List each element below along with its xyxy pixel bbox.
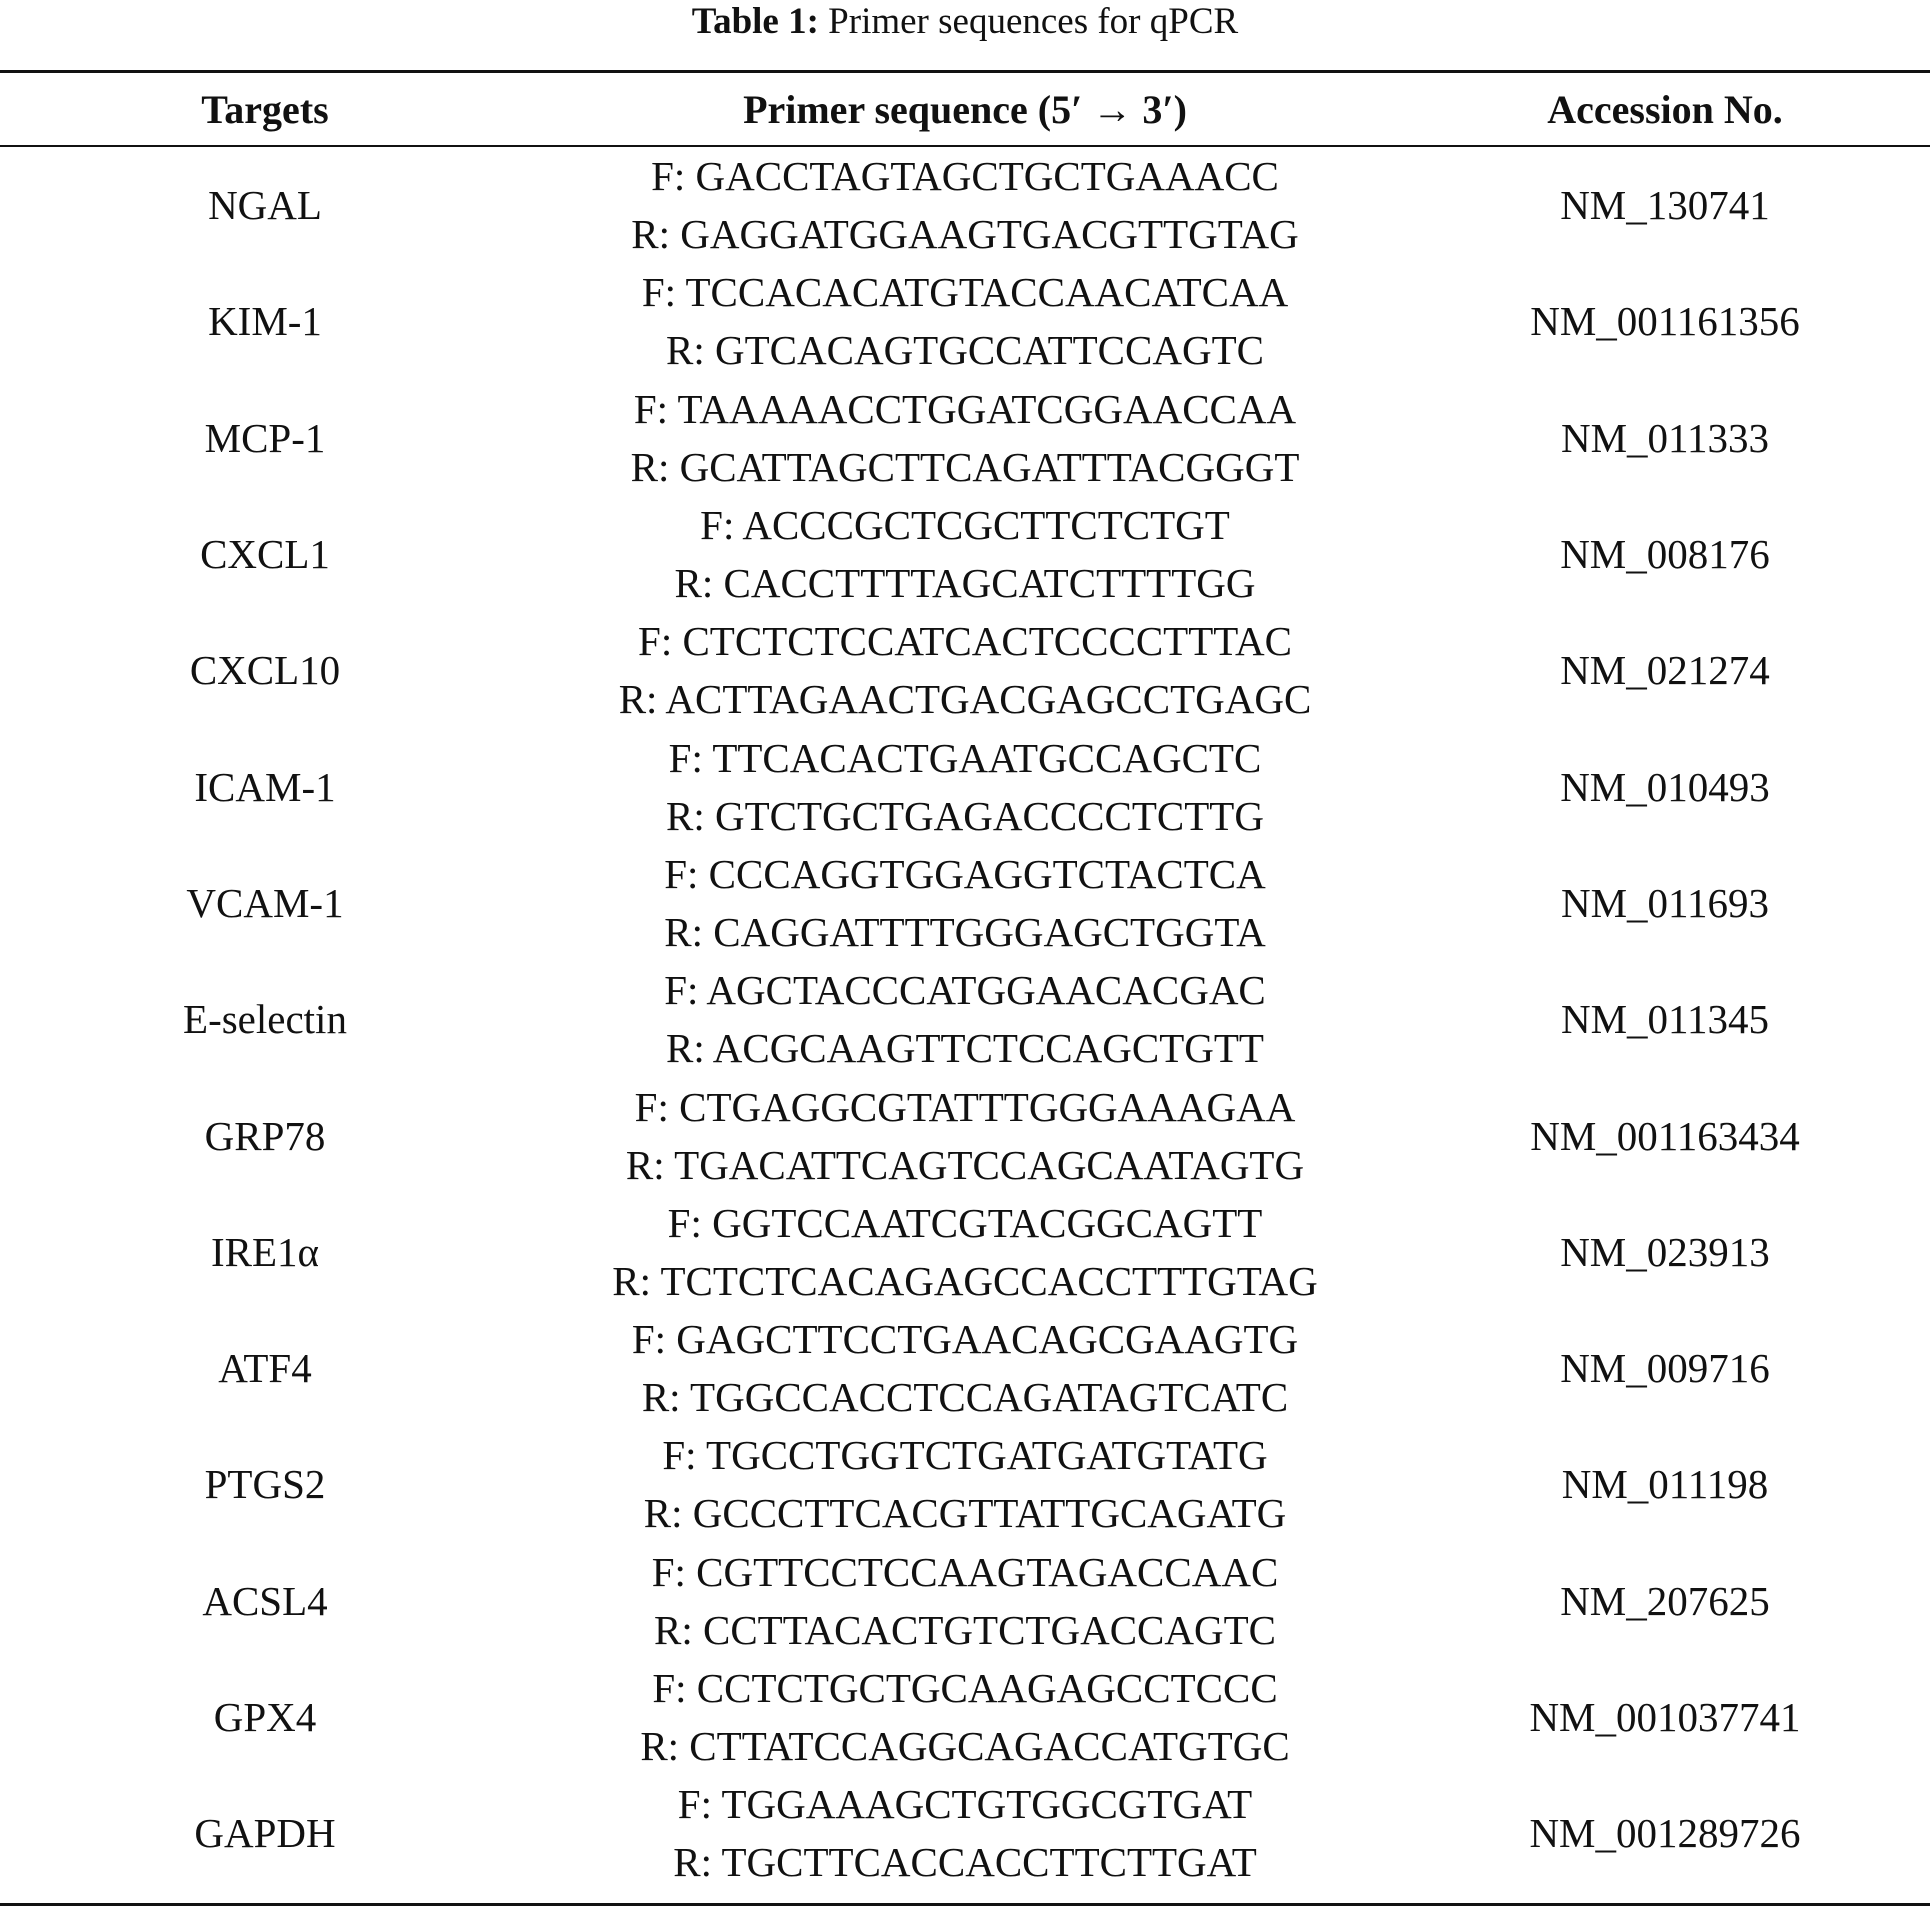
forward-primer: F: TGCCTGGTCTGATGATGTATG xyxy=(662,1432,1268,1479)
forward-primer: F: GGTCCAATCGTACGGCAGTT xyxy=(667,1199,1263,1246)
reverse-primer: R: CAGGATTTTGGGAGCTGGTA xyxy=(664,908,1266,955)
table-row xyxy=(0,1775,1930,1891)
forward-primer: F: GACCTAGTAGCTGCTGAAACC xyxy=(651,153,1279,200)
table-caption xyxy=(0,0,1930,44)
forward-primer: F: CCCAGGTGGAGGTCTACTCA xyxy=(664,850,1266,897)
table-caption-label: Table 1: xyxy=(691,1,819,42)
accession-cell: NM_008176 xyxy=(1560,531,1770,578)
reverse-primer: R: GCCCTTCACGTTATTGCAGATG xyxy=(643,1490,1287,1537)
primer-sequence-cell xyxy=(530,1426,1400,1542)
forward-primer: F: TTCACACTGAATGCCAGCTC xyxy=(668,734,1262,781)
accession-cell: NM_009716 xyxy=(1560,1345,1770,1392)
table-row xyxy=(0,1077,1930,1193)
forward-primer: F: CTCTCTCCATCACTCCCCTTTAC xyxy=(638,618,1292,665)
reverse-primer: R: CCTTACACTGTCTGACCAGTC xyxy=(653,1606,1276,1653)
target-cell: E-selectin xyxy=(183,996,347,1043)
primer-sequence-cell xyxy=(530,1775,1400,1891)
reverse-primer: R: TGGCCACCTCCAGATAGTCATC xyxy=(641,1374,1289,1421)
table-row xyxy=(0,380,1930,496)
table-row xyxy=(0,728,1930,844)
accession-cell: NM_021274 xyxy=(1560,647,1770,694)
table-row xyxy=(0,961,1930,1077)
reverse-primer: R: CTTATCCAGGCAGACCATGTGC xyxy=(640,1723,1290,1769)
target-cell: VCAM-1 xyxy=(186,879,344,926)
table-row xyxy=(0,1543,1930,1659)
target-cell: NGAL xyxy=(208,182,322,229)
forward-primer: F: TCCACACATGTACCAACATCAA xyxy=(641,269,1289,316)
primer-sequence-cell xyxy=(530,1543,1400,1659)
header-accession: Accession No. xyxy=(1547,86,1783,132)
reverse-primer: R: ACTTAGAACTGACGAGCCTGAGC xyxy=(618,676,1312,723)
primer-sequence-cell xyxy=(530,728,1400,844)
table-row xyxy=(0,1426,1930,1542)
table-body xyxy=(0,147,1930,1891)
table-row xyxy=(0,1194,1930,1310)
table-row xyxy=(0,612,1930,728)
target-cell: ICAM-1 xyxy=(194,763,336,810)
table-row xyxy=(0,1659,1930,1775)
reverse-primer: R: TGCTTCACCACCTTCTTGAT xyxy=(673,1839,1257,1886)
reverse-primer: R: TCTCTCACAGAGCCACCTTTGTAG xyxy=(612,1257,1318,1304)
reverse-primer: R: GTCTGCTGAGACCCCTCTTG xyxy=(666,792,1264,839)
forward-primer: F: CTGAGGCGTATTTGGGAAAGAA xyxy=(634,1083,1296,1130)
table-bottom-rule xyxy=(0,1903,1930,1906)
target-cell: CXCL10 xyxy=(189,647,341,694)
target-cell: GPX4 xyxy=(213,1694,317,1740)
accession-cell: NM_001289726 xyxy=(1529,1810,1801,1857)
forward-primer: F: TGGAAAGCTGTGGCGTGAT xyxy=(677,1781,1253,1828)
accession-cell: NM_001163434 xyxy=(1530,1112,1800,1159)
target-cell: KIM-1 xyxy=(208,298,322,345)
target-cell: IRE1α xyxy=(210,1228,320,1275)
primer-sequence-cell xyxy=(530,612,1400,728)
accession-cell: NM_011345 xyxy=(1560,996,1770,1043)
table-row xyxy=(0,1310,1930,1426)
forward-primer: F: AGCTACCCATGGAACACGAC xyxy=(664,967,1266,1014)
accession-cell: NM_011198 xyxy=(1561,1461,1769,1508)
accession-cell: NM_207625 xyxy=(1560,1577,1770,1624)
forward-primer: F: ACCCGCTCGCTTCTCTGT xyxy=(700,502,1230,549)
accession-cell: NM_001037741 xyxy=(1529,1694,1801,1740)
target-cell: GRP78 xyxy=(204,1112,326,1159)
accession-cell: NM_011333 xyxy=(1560,414,1770,461)
accession-cell: NM_011693 xyxy=(1560,879,1770,926)
primer-sequence-cell xyxy=(530,147,1400,263)
primer-sequence-cell xyxy=(530,263,1400,379)
target-cell: ATF4 xyxy=(218,1345,312,1392)
table-caption-text: Primer sequences for qPCR xyxy=(828,1,1239,42)
primer-sequence-cell xyxy=(530,845,1400,961)
target-cell: PTGS2 xyxy=(204,1461,326,1508)
table-row xyxy=(0,496,1930,612)
target-cell: ACSL4 xyxy=(202,1577,328,1624)
accession-cell: NM_010493 xyxy=(1560,763,1770,810)
forward-primer: F: TAAAAACCTGGATCGGAACCAA xyxy=(633,385,1297,432)
table-row xyxy=(0,147,1930,263)
primer-sequence-cell xyxy=(530,1077,1400,1193)
target-cell: GAPDH xyxy=(194,1810,336,1857)
reverse-primer: R: ACGCAAGTTCTCCAGCTGTT xyxy=(666,1025,1264,1072)
target-cell: CXCL1 xyxy=(200,531,330,578)
forward-primer: F: CGTTCCTCCAAGTAGACCAAC xyxy=(651,1548,1279,1595)
header-targets: Targets xyxy=(201,86,329,132)
accession-cell: NM_001161356 xyxy=(1530,298,1800,345)
primer-sequence-cell xyxy=(530,1194,1400,1310)
accession-cell: NM_130741 xyxy=(1560,182,1770,229)
target-cell: MCP-1 xyxy=(204,414,326,461)
primer-sequence-cell xyxy=(530,961,1400,1077)
forward-primer: F: CCTCTGCTGCAAGAGCCTCCC xyxy=(652,1665,1278,1711)
reverse-primer: R: TGACATTCAGTCCAGCAATAGTG xyxy=(625,1141,1305,1188)
primer-sequence-cell xyxy=(530,380,1400,496)
forward-primer: F: GAGCTTCCTGAACAGCGAAGTG xyxy=(631,1316,1299,1363)
accession-cell: NM_023913 xyxy=(1560,1228,1770,1275)
primer-sequence-cell xyxy=(530,496,1400,612)
reverse-primer: R: GCATTAGCTTCAGATTTACGGGT xyxy=(630,443,1300,490)
reverse-primer: R: CACCTTTTAGCATCTTTTGG xyxy=(674,560,1256,607)
header-primer-sequence: Primer sequence (5′ → 3′) xyxy=(743,86,1187,132)
primer-sequence-cell xyxy=(530,1310,1400,1426)
table-header-row xyxy=(0,73,1930,145)
table-row xyxy=(0,263,1930,379)
reverse-primer: R: GAGGATGGAAGTGACGTTGTAG xyxy=(631,211,1299,258)
primer-sequence-cell xyxy=(530,1659,1400,1775)
reverse-primer: R: GTCACAGTGCCATTCCAGTC xyxy=(666,327,1264,374)
table-row xyxy=(0,845,1930,961)
